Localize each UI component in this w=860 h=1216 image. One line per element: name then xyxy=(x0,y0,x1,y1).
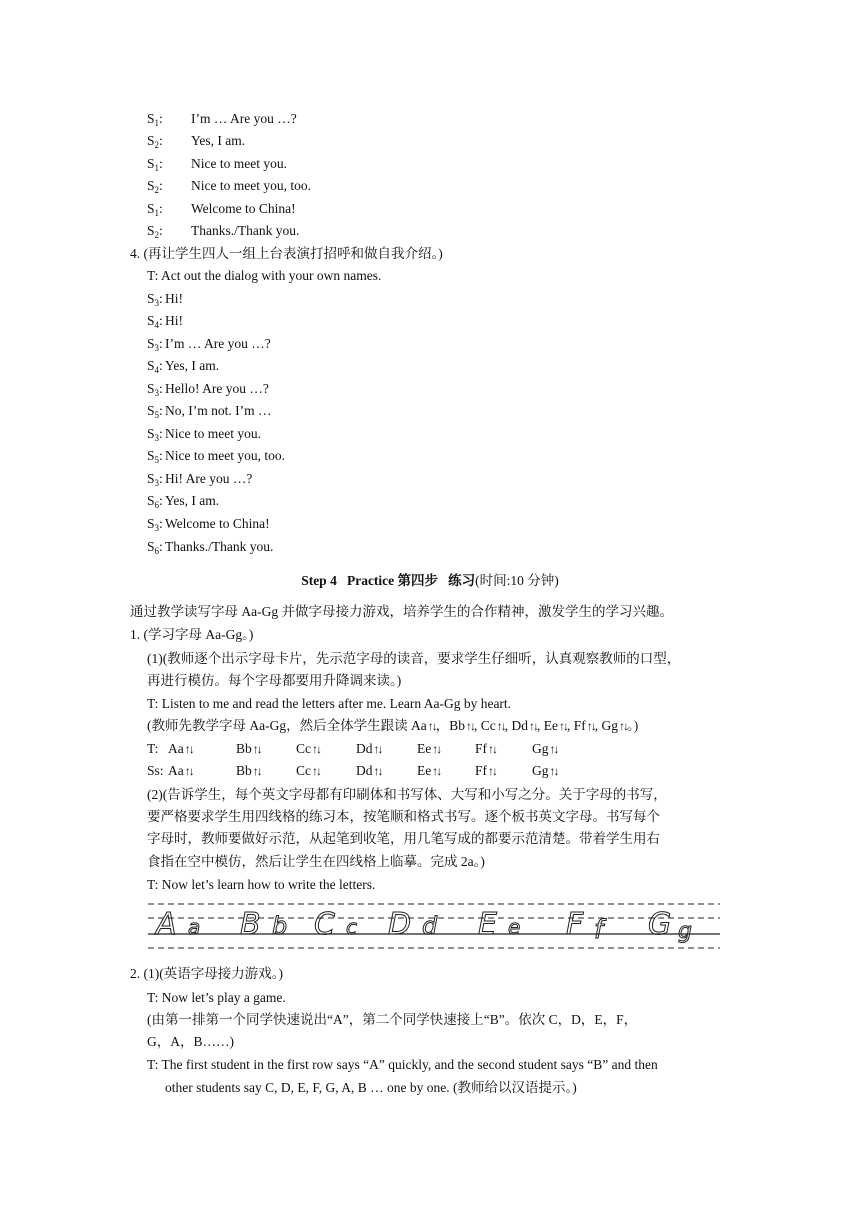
rise-fall-icon: ↑↓ xyxy=(496,719,505,733)
speaker xyxy=(147,357,165,379)
letter-pair: Cc xyxy=(480,718,496,733)
letter-pair: Cc xyxy=(296,763,311,778)
item-2-note-line1: (由第一排第一个同学快速说出“A”，第二个同学快速接上“B”。依次 C，D，E，F， xyxy=(147,1012,638,1027)
speaker xyxy=(147,110,191,132)
speaker-letter: S xyxy=(147,493,155,508)
dialog-line xyxy=(147,425,261,447)
speaker-letter: S xyxy=(147,156,155,171)
letter-pair: Gg xyxy=(601,718,619,733)
speaker-letter: S xyxy=(147,471,155,486)
dialog-line xyxy=(147,132,245,154)
letter-pair: Ee xyxy=(543,718,558,733)
dialog-text: I’m … Are you …? xyxy=(165,336,271,351)
dialog-text: Nice to meet you. xyxy=(191,156,287,171)
rise-fall-icon: ↑↓ xyxy=(488,764,497,778)
dialog-line xyxy=(147,155,287,177)
speaker-colon: : xyxy=(159,201,163,216)
letter-pair: Bb xyxy=(236,741,252,756)
script-letter: d xyxy=(422,912,438,940)
dialog-line xyxy=(147,470,252,492)
item-1-title: 1. (学习字母 Aa-Gg。) xyxy=(130,627,254,642)
dialog-text: Yes, I am. xyxy=(191,133,246,148)
speaker-number: 6 xyxy=(154,500,160,510)
speaker xyxy=(147,538,165,560)
speaker-letter: S xyxy=(147,381,155,396)
speaker xyxy=(147,312,165,334)
item-1-sub1-line1: (1)(教师逐个出示字母卡片，先示范字母的读音，要求学生仔细听，认真观察教师的口型， xyxy=(147,651,681,666)
dialog-text: Hi! xyxy=(165,313,183,328)
four-line-writing-grid xyxy=(148,898,720,956)
script-letter: a xyxy=(188,915,201,939)
letter-pair: Ff xyxy=(475,763,488,778)
script-letter: b xyxy=(272,912,288,940)
speaker-letter: S xyxy=(147,336,155,351)
speaker xyxy=(147,425,165,447)
letter-cell xyxy=(417,762,440,780)
item-4-title: 4. (再让学生四人一组上台表演打招呼和做自我介绍。) xyxy=(130,246,443,261)
letter-cell xyxy=(296,762,320,780)
dialog-text: No, I’m not. I’m … xyxy=(165,403,272,418)
speaker-letter: S xyxy=(147,403,155,418)
rise-fall-icon: ↑↓ xyxy=(312,742,320,756)
speaker-letter: S xyxy=(147,223,155,238)
item-1-sub2-line3: 字母时，教师要做好示范，从起笔到收笔，用几笔写成的都要示范清楚。带着学生用右 xyxy=(147,831,660,846)
letter-pair: Ee xyxy=(417,741,432,756)
letter-cell xyxy=(236,762,261,780)
item-2-teacher-2-line1: T: The first student in the first row says “A” quickly, and the second student says “B” and then xyxy=(147,1057,658,1072)
rise-fall-icon: ↑↓ xyxy=(488,742,497,756)
rise-fall-icon: ↑↓ xyxy=(252,742,261,756)
speaker xyxy=(147,492,165,514)
dialog-text: Nice to meet you, too. xyxy=(165,448,285,463)
letter-cell xyxy=(296,740,320,758)
speaker-letter: S xyxy=(147,111,155,126)
speaker-number: 5 xyxy=(154,410,160,420)
letter-pair: Dd xyxy=(356,763,373,778)
rise-fall-icon: ↑↓ xyxy=(466,719,474,733)
speaker xyxy=(147,402,165,424)
speaker-letter: S xyxy=(147,201,155,216)
speaker-number: 3 xyxy=(154,523,160,533)
teacher-line: T: Listen to me and read the letters after me. Learn Aa-Gg by heart. xyxy=(147,696,512,711)
letter-pair: Cc xyxy=(296,741,311,756)
note-suffix: 。) xyxy=(627,718,639,733)
speaker-colon: : xyxy=(159,313,163,328)
script-letter: E xyxy=(478,907,497,942)
letter-cell xyxy=(532,740,558,758)
script-letter: G xyxy=(648,907,672,942)
speaker xyxy=(147,515,165,537)
speaker-number: 1 xyxy=(154,118,160,128)
dialog-line xyxy=(147,515,270,537)
speaker-number: 6 xyxy=(154,546,160,556)
letter-pair: Gg xyxy=(532,763,549,778)
speaker-colon: : xyxy=(159,358,163,373)
speaker-colon: : xyxy=(159,448,163,463)
row-label: Ss: xyxy=(147,763,164,778)
item-2-note-line2: G，A，B……) xyxy=(147,1034,234,1049)
speaker-colon: : xyxy=(159,133,163,148)
dialog-line xyxy=(147,200,296,222)
speaker-colon: : xyxy=(159,381,163,396)
speaker xyxy=(147,380,165,402)
speaker-letter: S xyxy=(147,448,155,463)
script-letter: g xyxy=(678,919,692,944)
dialog-line xyxy=(147,335,271,357)
dialog-line xyxy=(147,380,269,402)
speaker xyxy=(147,447,165,469)
dialog-text: Hello! Are you …? xyxy=(165,381,269,396)
dialog-text: Nice to meet you, too. xyxy=(191,178,311,193)
row-label: T: xyxy=(147,741,159,756)
speaker-colon: : xyxy=(159,291,163,306)
rise-fall-icon: ↑↓ xyxy=(432,742,441,756)
dialog-line xyxy=(147,492,219,514)
item-1-sub2-line1: (2)(告诉学生，每个英文字母都有印刷体和书写体、大写和小写之分。关于字母的书写， xyxy=(147,787,667,802)
speaker xyxy=(147,200,191,222)
speaker-letter: S xyxy=(147,313,155,328)
intro-paragraph: 通过教学读写字母 Aa-Gg 并做字母接力游戏，培养学生的合作精神，激发学生的学习兴趣。 xyxy=(130,604,673,619)
speaker-letter: S xyxy=(147,358,155,373)
speaker-number: 2 xyxy=(154,140,160,150)
step-label: Step 4 xyxy=(301,573,337,588)
speaker-letter: S xyxy=(147,539,155,554)
letter-cell xyxy=(475,762,496,780)
dialog-line xyxy=(147,538,273,560)
letter-cell xyxy=(475,740,496,758)
write-instruction: T: Now let’s learn how to write the letters. xyxy=(147,877,376,892)
speaker-number: 2 xyxy=(154,230,160,240)
time-note: (时间:10 分钟) xyxy=(475,573,559,588)
speaker-number: 3 xyxy=(154,298,160,308)
letter-pair: Ff xyxy=(475,741,488,756)
speaker-colon: : xyxy=(159,539,163,554)
item-1-sub2-line4: 食指在空中模仿，然后让学生在四线格上临摹。完成 2a。) xyxy=(147,854,485,869)
letter-cell xyxy=(356,740,382,758)
script-letter: c xyxy=(346,915,357,939)
speaker-colon: : xyxy=(159,426,163,441)
dialog-text: Welcome to China! xyxy=(165,516,270,531)
letter-cell xyxy=(532,762,558,780)
item-2-teacher-1: T: Now let’s play a game. xyxy=(147,990,286,1005)
rise-fall-icon: ↑↓ xyxy=(559,719,567,733)
letter-cell xyxy=(168,740,193,758)
speaker-number: 3 xyxy=(154,433,160,443)
speaker-colon: : xyxy=(159,223,163,238)
speaker xyxy=(147,335,165,357)
dialog-line xyxy=(147,290,183,312)
speaker-colon: : xyxy=(159,516,163,531)
speaker-colon: : xyxy=(159,111,163,126)
speaker-number: 1 xyxy=(154,163,160,173)
letter-pair: Dd xyxy=(511,718,528,733)
speaker-colon: : xyxy=(159,156,163,171)
dialog-line xyxy=(147,402,271,424)
speaker-number: 4 xyxy=(154,320,160,330)
speaker xyxy=(147,470,165,492)
dialog-line xyxy=(147,447,285,469)
rise-fall-icon: ↑↓ xyxy=(529,719,537,733)
speaker-colon: : xyxy=(159,178,163,193)
practice-label-zh: 练习 xyxy=(448,573,476,588)
rise-fall-icon: ↑↓ xyxy=(184,764,193,778)
item-1-sub1-line2: 再进行模仿。每个字母都要用升降调来读。) xyxy=(147,673,402,688)
rise-fall-icon: ↑↓ xyxy=(312,764,320,778)
letter-cell xyxy=(168,762,193,780)
speaker-letter: S xyxy=(147,291,155,306)
script-letter: C xyxy=(314,907,335,942)
dialog-line xyxy=(147,110,297,132)
script-letter: D xyxy=(388,907,412,942)
speaker xyxy=(147,155,191,177)
speaker-letter: S xyxy=(147,426,155,441)
dialog-text: Hi! Are you …? xyxy=(165,471,253,486)
section-heading xyxy=(0,569,860,589)
speaker-number: 2 xyxy=(154,185,160,195)
read-note-line: (教师先教学字母 Aa-Gg，然后全体学生跟读 Aa↑↓，Bb↑↓, Cc↑↓, Dd↑↓, Ee↑↓, Ff↑↓, Gg↑↓。) xyxy=(147,718,639,733)
script-letter: F xyxy=(566,907,584,942)
letter-cell xyxy=(417,740,440,758)
letter-pair: Aa xyxy=(168,763,184,778)
rise-fall-icon: ↑↓ xyxy=(427,719,436,733)
dialog-text: Welcome to China! xyxy=(191,201,296,216)
dialog-text: I’m … Are you …? xyxy=(191,111,297,126)
item-2-teacher-2-line2: other students say C, D, E, F, G, A, B … one by one. (教师给以汉语提示。) xyxy=(165,1080,577,1095)
rise-fall-icon: ↑↓ xyxy=(252,764,261,778)
script-letter: e xyxy=(508,915,521,939)
item-2-title: 2. (1)(英语字母接力游戏。) xyxy=(130,966,283,981)
note-prefix: (教师先教学字母 Aa-Gg，然后全体学生跟读 xyxy=(147,718,411,733)
letter-pair: Ff xyxy=(573,718,586,733)
letter-cell xyxy=(356,762,382,780)
dialog-text: Thanks./Thank you. xyxy=(191,223,300,238)
speaker-number: 1 xyxy=(154,208,160,218)
speaker-number: 3 xyxy=(154,388,160,398)
speaker-colon: : xyxy=(159,471,163,486)
rise-fall-icon: ↑↓ xyxy=(184,742,193,756)
letter-pair: Dd xyxy=(356,741,373,756)
speaker-colon: : xyxy=(159,403,163,418)
letter-pair: Bb xyxy=(236,763,252,778)
speaker-number: 3 xyxy=(154,343,160,353)
speaker xyxy=(147,177,191,199)
speaker-colon: : xyxy=(159,336,163,351)
rise-fall-icon: ↑↓ xyxy=(619,719,628,733)
script-letter: B xyxy=(240,907,261,942)
letter-pair: Gg xyxy=(532,741,549,756)
dialog-text: Thanks./Thank you. xyxy=(165,539,274,554)
letter-pair: Aa xyxy=(168,741,184,756)
item-1-sub2-line2: 要严格要求学生用四线格的练习本，按笔顺和格式书写。逐个板书英文字母。书写每个 xyxy=(147,809,660,824)
script-letter: f xyxy=(594,915,604,945)
speaker xyxy=(147,222,191,244)
speaker-letter: S xyxy=(147,516,155,531)
step-label-zh: 第四步 xyxy=(397,573,439,588)
speaker-letter: S xyxy=(147,133,155,148)
rise-fall-icon: ↑↓ xyxy=(549,742,558,756)
letter-pair: Ee xyxy=(417,763,432,778)
rise-fall-icon: ↑↓ xyxy=(373,764,382,778)
dialog-line xyxy=(147,357,219,379)
rise-fall-icon: ↑↓ xyxy=(373,742,382,756)
speaker-colon: : xyxy=(159,493,163,508)
letter-cell xyxy=(236,740,261,758)
speaker xyxy=(147,132,191,154)
rise-fall-icon: ↑↓ xyxy=(549,764,558,778)
dialog-text: Yes, I am. xyxy=(165,358,220,373)
item-4-instruction: T: Act out the dialog with your own names. xyxy=(147,268,382,283)
dialog-line xyxy=(147,177,311,199)
practice-label: Practice xyxy=(346,573,395,588)
rise-fall-icon: ↑↓ xyxy=(432,764,441,778)
dialog-text: Nice to meet you. xyxy=(165,426,261,441)
speaker-letter: S xyxy=(147,178,155,193)
speaker-number: 3 xyxy=(154,478,160,488)
script-letter: A xyxy=(156,907,177,942)
speaker-number: 5 xyxy=(154,455,160,465)
letter-pair: Bb xyxy=(449,718,465,733)
dialog-line xyxy=(147,312,183,334)
speaker xyxy=(147,290,165,312)
letter-pair: Aa xyxy=(410,718,427,733)
dialog-text: Yes, I am. xyxy=(165,493,220,508)
dialog-line xyxy=(147,222,299,244)
dialog-text: Hi! xyxy=(165,291,183,306)
rise-fall-icon: ↑↓ xyxy=(586,719,595,733)
speaker-number: 4 xyxy=(154,365,160,375)
